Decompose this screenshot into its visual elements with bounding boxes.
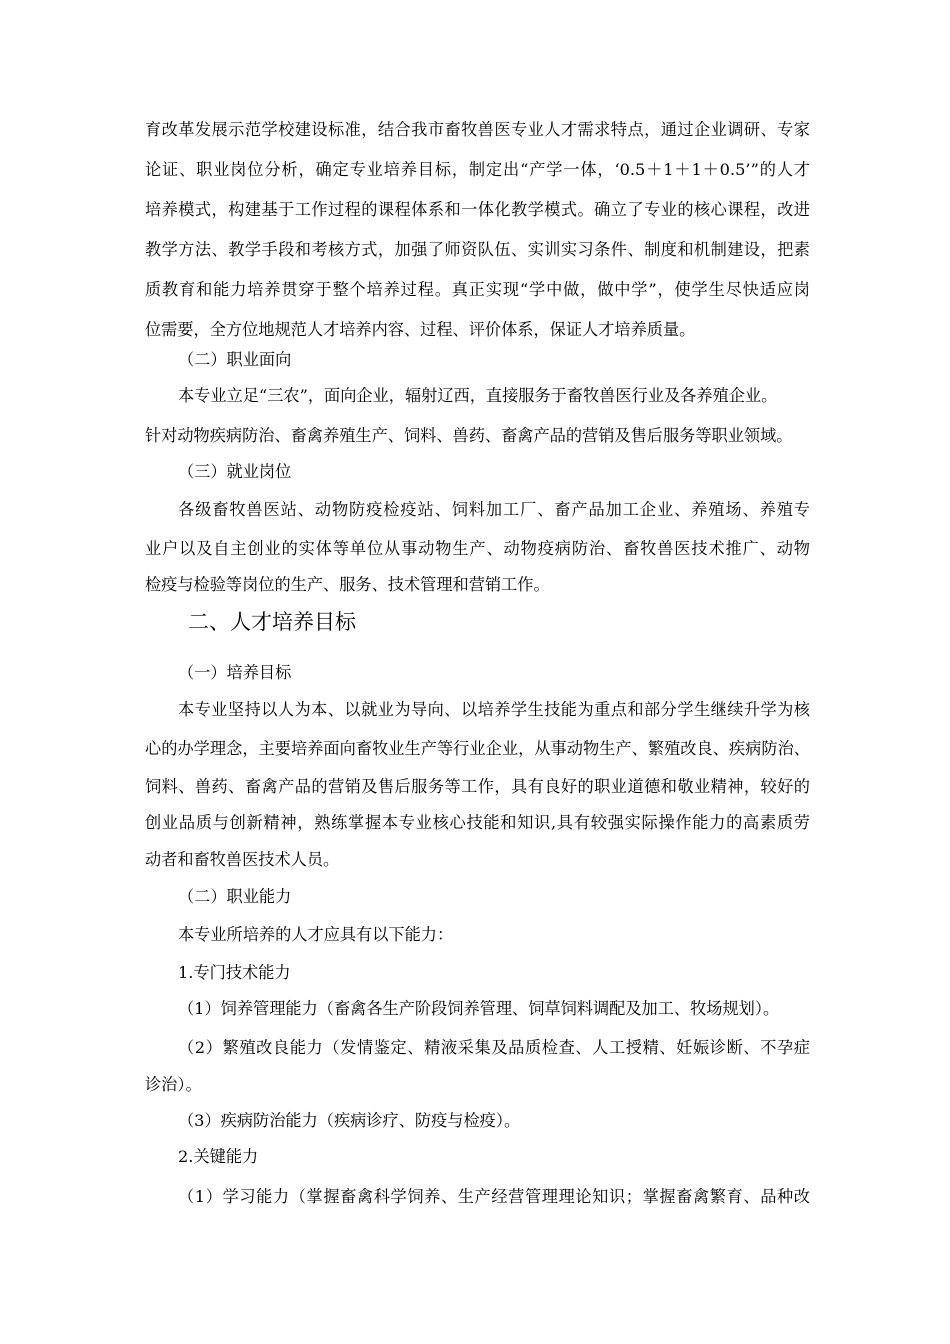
paragraph-line: 针对动物疾病防治、畜禽养殖生产、饲料、兽药、畜禽产品的营销及售后服务等职业领域。 [145, 426, 793, 445]
paragraph-line: 动者和畜牧兽医技术人员。 [145, 850, 340, 869]
section-heading: （三）就业岗位 [178, 462, 292, 481]
list-item-continuation: 诊治）。 [145, 1075, 202, 1094]
paragraph-line: 本专业坚持以人为本、以就业为导向、以培养学生技能为重点和部分学生继续升学为核 [178, 700, 810, 719]
paragraph-line: 论证、职业岗位分析，确定专业培养目标，制定出“产学一体，‘0.5＋1＋1＋0.5’”的人才 [145, 160, 810, 179]
paragraph-line: 饲料、兽药、畜禽产品的营销及售后服务等工作，具有良好的职业道德和敬业精神，较好的 [145, 777, 810, 796]
subsection-heading: 2.关键能力 [178, 1147, 259, 1166]
list-item: （1）学习能力（掌握畜禽科学饲养、生产经营管理理论知识；掌握畜禽繁育、品种改 [178, 1187, 810, 1206]
paragraph-line: 培养模式，构建基于工作过程的课程体系和一体化教学模式。确立了专业的核心课程，改进 [145, 200, 810, 219]
paragraph-line: 教学方法、教学手段和考核方式，加强了师资队伍、实训实习条件、制度和机制建设，把素 [145, 240, 810, 259]
paragraph-line: 心的办学理念，主要培养面向畜牧业生产等行业企业，从事动物生产、繁殖改良、疾病防治、 [145, 739, 810, 758]
list-item: （3）疾病防治能力（疾病诊疗、防疫与检疫）。 [178, 1111, 521, 1130]
subsection-heading: 1.专门技术能力 [178, 963, 291, 982]
paragraph-line: 本专业立足“三农”，面向企业，辐射辽西，直接服务于畜牧兽医行业及各养殖企业。 [178, 386, 778, 405]
paragraph-line: 育改革发展示范学校建设标准，结合我市畜牧兽医专业人才需求特点，通过企业调研、专家 [145, 120, 810, 139]
paragraph-line: 业户以及自主创业的实体等单位从事动物生产、动物疫病防治、畜牧兽医技术推广、动物 [145, 539, 810, 558]
chapter-heading: 二、人才培养目标 [188, 610, 356, 634]
list-item: （2）繁殖改良能力（发情鉴定、精液采集及品质检查、人工授精、妊娠诊断、不孕症 [178, 1038, 810, 1057]
paragraph-line: 创业品质与创新精神，熟练掌握本专业核心技能和知识,具有较强实际操作能力的高素质劳 [145, 813, 810, 832]
paragraph-line: 各级畜牧兽医站、动物防疫检疫站、饲料加工厂、畜产品加工企业、养殖场、养殖专 [178, 500, 810, 519]
paragraph-line: 质教育和能力培养贯穿于整个培养过程。真正实现“学中做，做中学”，使学生尽快适应岗 [145, 280, 810, 299]
paragraph-line: 检疫与检验等岗位的生产、服务、技术管理和营销工作。 [145, 575, 550, 594]
list-item: （1）饲养管理能力（畜禽各生产阶段饲养管理、饲草饲料调配及加工、牧场规划）。 [178, 999, 780, 1018]
paragraph-line: 位需要，全方位地规范人才培养内容、过程、评价体系，保证人才培养质量。 [145, 320, 696, 339]
section-heading: （一）培养目标 [178, 663, 292, 682]
section-heading: （二）职业能力 [178, 887, 292, 906]
paragraph-line: 本专业所培养的人才应具有以下能力： [178, 925, 454, 944]
section-heading: （二）职业面向 [178, 350, 292, 369]
